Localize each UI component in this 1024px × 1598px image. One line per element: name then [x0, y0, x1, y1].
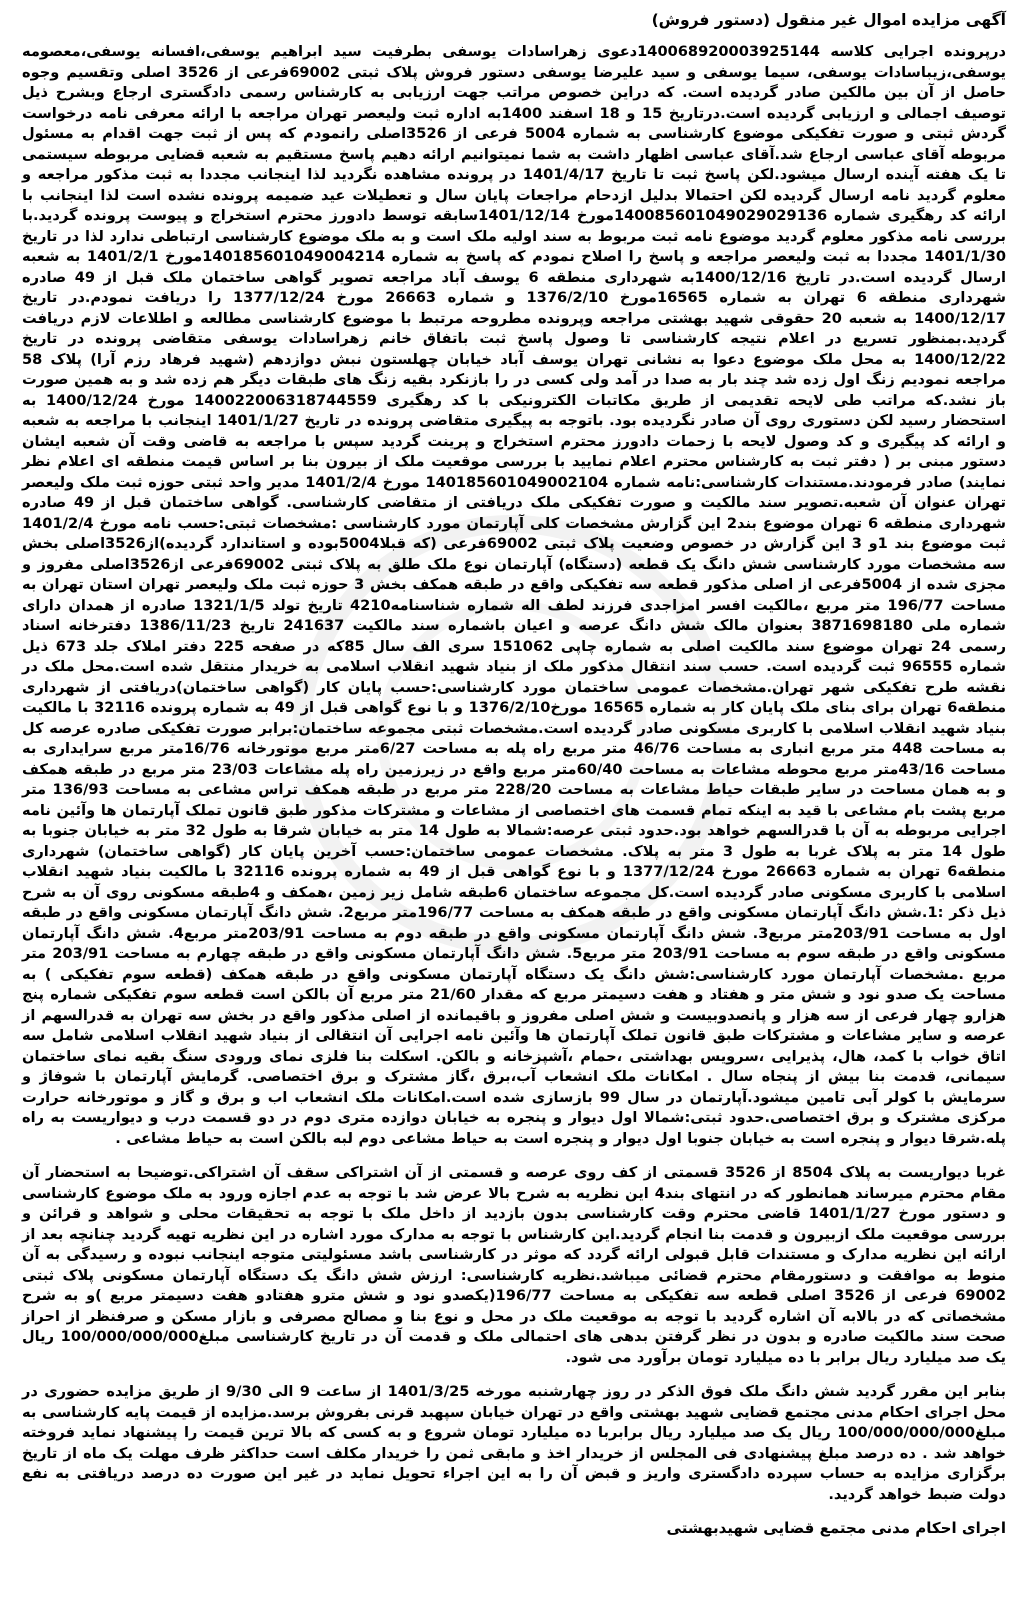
notice-paragraph-3: بنابر این مقرر گردید شش دانگ ملک فوق الذکر در روز چهارشنبه مورخه 1401/3/25 از ساعت 9 الی 9/30 از طریق مزایده حضوری در محل اجرای احکام مدنی مجتمع قضایی شهید بهشتی واقع در تهران خیابان سپهبد قرنی بفروش برسد.مزایده از قیمت پایه کارشناسی به مبلغ100/000/000/000 ریال یک صد میلیارد ریال برابربا ده میلیارد تومان شروع و به کسی که بالا ترین قیمت را پیشنهاد نماید فروخته خواهد شد . ده درصد مبلغ پیشنهادی فی المجلس از خریدار اخذ و مابقی ثمن را خریدار مکلف است حداکثر ظرف مهلت یک ماه از تاریخ برگزاری مزایده به حساب سپرده دادگستری واریز و قبض آن را به این اجراء تحویل نماید در غیر این صورت ده درصد دریافتی به نفع دولت ضبط خواهد گردید. — [22, 1383, 1006, 1503]
issuer-signature: اجرای احکام مدنی مجتمع قضایی شهیدبهشتی — [666, 1519, 1006, 1537]
notice-paragraph-1: درپرونده اجرایی کلاسه 140068920003925144دعوی زهراسادات یوسفی بطرفیت سید ابراهیم یوسفی،افسانه یوسفی،معصومه یوسفی،زیباسادات یوسفی، سیما یوسفی و سید علیرضا یوسفی دستور فروش پلاک ثبتی 69002فرعی از 3526 اصلی وتقسیم وجوه حاصل از آن بین مالکین صادر گردیده است. که دراین خصوص مراتب جهت ارزیابی به کارشناس رسمی دادگستری ارجاع وبشرح ذیل توصیف اجمالی و ارزیابی گردیده است.درتاریخ 15 و 18 اسفند 1400به اداره ثبت ولیعصر تهران مراجعه با ارائه معرفی نامه درخواست گردش ثبتی و صورت تفکیکی موضوع کارشناسی به شماره 5004 فرعی از 3526اصلی رانمودم که پس از ثبت جهت اقدام به مسئول مربوطه آقای عباسی ارجاع شد.آقای عباسی اظهار داشت به شما نمیتوانیم ارائه دهیم پاسخ مستقیم به شعبه قضایی مربوطه سیستمی تا یک هفته آینده ارسال میشود.لکن پاسخ ثبت تا تاریخ 1401/4/17 در پرونده مشاهده نگردید لذا اینجانب مجددا به ثبت مذکور مراجعه و معلوم گردید نامه ارسال گردیده لکن احتمالا بدلیل ازدحام مراجعات پایان سال و تعطیلات عید ضمیمه پرونده نشده است لذا اینجانب با ارائه کد رهگیری شماره 140085601049029029136مورخ 1401/12/14سابقه توسط دادورز محترم استخراج و پیوست پرونده گردید.با بررسی نامه مذکور معلوم گردید موضوع نامه ثبت مربوط به سند اولیه ملک است و به ملک موضوع کارشناسی ارتباطی ندارد لذا در تاریخ 1401/1/30 مجددا به ثبت ولیعصر مراجعه و پاسخ را اصلاح نمودم که پاسخ به شماره 140185601049004214مورخ 1401/2/1 به شعبه ارسال گردیده است.در تاریخ 1400/12/16به شهرداری منطقه 6 یوسف آباد مراجعه تصویر گواهی ساختمان ملک قبل از 49 صادره شهرداری منطقه 6 تهران به شماره 16565مورخ 1376/2/10 و شماره 26663 مورخ 1377/12/24 را دریافت نمودم.در تاریخ 1400/12/17 به شعبه 20 حقوقی شهید بهشتی مراجعه وپرونده مطروحه مرتبط با موضوع کارشناسی مطالعه و اطلاعات لازم دریافت گردید.بمنظور تسریع در اعلام نتیجه کارشناسی تا وصول پاسخ ثبت باتفاق خانم زهراسادات یوسفی متقاضی پرونده در تاریخ 1400/12/22 به محل ملک موضوع دعوا به نشانی تهران یوسف آباد خیابان چهلستون نبش دوازدهم (شهید فرهاد رزم آرا) پلاک 58 مراجعه نمودیم زنگ اول زده شد چند بار به صدا در آمد ولی کسی در را بازنکرد بقیه زنگ های طبقات دیگر هم زده شد و به همین صورت باز نشد.که مراتب طی لایحه تقدیمی از طریق مکاتبات الکترونیکی با کد رهگیری 140022006318744559 مورخ 1400/12/24 به استحضار رسید لکن دستوری روی آن صادر نگردیده بود. باتوجه به پیگیری متقاضی پرونده در تاریخ 1401/1/27 اینجانب با مراجعه به شعبه و ارائه کد پیگیری و کد وصول لایحه با زحمات دادورز محترم استخراج و پرینت گردید سپس با مراجعه به قاضی وقت آن شعبه ایشان دستور مبنی بر ( دفتر ثبت به کارشناس محترم اعلام نمایید با بررسی موقعیت ملک از بیرون بنا بر اساس قیمت منطقه ای اعلام نظر نمایند) صادر فرمودند.مستندات کارشناسی:نامه شماره 140185601049002104 مورخ 1401/2/4 مدیر واحد ثبتی حوزه ثبت ملک ولیعصر تهران عنوان آن شعبه.تصویر سند مالکیت و صورت تفکیکی ملک دریافتی از متقاضی کارشناسی. گواهی ساختمان قبل از 49 صادره شهرداری منطقه 6 تهران موضوع بند2 این گزارش مشخصات کلی آپارتمان مورد کارشناسی :مشخصات ثبتی:حسب نامه مورخ 1401/2/4 ثبت موضوع بند 1و 3 این گزارش در خصوص وضعیت پلاک ثبتی 69002فرعی (که قبلا5004بوده و استاندارد گردیده)از3526اصلی بخش سه مشخصات مورد کارشناسی شش دانگ یک قطعه (دستگاه) آپارتمان نوع ملک طلق به پلاک ثبتی 69002فرعی از3526اصلی مفروز و مجزی شده از 5004فرعی از اصلی مذکور قطعه سه تفکیکی واقع در طبقه همکف بخش 3 حوزه ثبت ملک ولیعصر تهران استان تهران به مساحت 196/77 متر مربع ،مالکیت افسر امزاجدی فرزند لطف اله شماره شناسنامه4210 تاریخ تولد 1321/1/5 صادره از همدان دارای شماره ملی 3871698180 بعنوان مالک شش دانگ عرصه و اعیان باشماره سند مالکیت 241637 تاریخ 1386/11/23 دفترخانه اسناد رسمی 24 تهران موضوع سند مالکیت اصلی به شماره چاپی 151062 سری الف سال 85که در صفحه 225 دفتر املاک جلد 673 ذیل شماره 96555 ثبت گردیده است. حسب سند انتقال مذکور ملک از بنیاد شهید انقلاب اسلامی به خریدار منتقل شده است.محل ملک در نقشه طرح تفکیکی شهر تهران.مشخصات عمومی ساختمان مورد کارشناسی:حسب پایان کار (گواهی ساختمان)دریافتی از شهرداری منطقه6 تهران برای بنای ملک پایان کار به شماره 16565 مورخ1376/2/10 و با نوع گواهی قبل از 49 به شماره پرونده 32116 با مالکیت بنیاد شهید انقلاب اسلامی با کاربری مسکونی صادر گردیده است.مشخصات ثبتی مجموعه ساختمان:برابر صورت تفکیکی صادره عرصه کل به مساحت 448 متر مربع انباری به مساحت 46/76 متر مربع راه پله به مساحت 6/27متر مربع موتورخانه 16/76متر مربع سرایداری به مساحت 43/16متر مربع محوطه مشاعات به مساحت 60/40متر مربع واقع در زیرزمین راه پله مشاعات 23/03 متر مربع در طبقه همکف و به همان مساحت در سایر طبقات حیاط مشاعات به مساحت 228/20 متر مربع در طبقه همکف تراس مشاعی به مساحت 136/93 متر مربع پشت بام مشاعی با قید به اینکه تمام قسمت های اختصاصی از مشاعات و مشترکات مذکور طبق قانون تملک آپارتمان ها وآئین نامه اجرایی مربوطه به آن با قدرالسهم خواهد بود.حدود ثبتی عرصه:شمالا به طول 14 متر به خیابان شرقا به طول 32 متر به خیابان جنوبا به طول 14 متر به پلاک غربا به طول 3 متر به پلاک. مشخصات عمومی ساختمان:حسب آخرین پایان کار (گواهی ساختمان) شهرداری منطقه6 تهران به شماره 26663 مورخ 1377/12/24 و با نوع گواهی قبل از 49 به شماره پرونده 32116 با مالکیت بنیاد شهید انقلاب اسلامی با کاربری مسکونی صادر گردیده است.کل مجموعه ساختمان 6طبقه شامل زیر زمین ،همکف و 4طبقه مسکونی روی آن به شرح ذیل ذکر :1.شش دانگ آپارتمان مسکونی واقع در طبقه همکف به مساحت 196/77متر مربع2. شش دانگ آپارتمان مسکونی واقع در طبقه اول به مساحت 203/91متر مربع3. شش دانگ آپارتمان مسکونی واقع در طبقه دوم به مساحت 203/91متر مربع4. شش دانگ آپارتمان مسکونی واقع در طبقه سوم به مساحت 203/91 متر مربع5. شش دانگ آپارتمان مسکونی واقع در طبقه چهارم به مساحت 203/91 متر مربع .مشخصات آپارتمان مورد کارشناسی:شش دانگ یک دستگاه آپارتمان مسکونی واقع در طبقه همکف (قطعه سوم تفکیکی ) به مساحت یک صدو نود و شش متر و هفتاد و هفت دسیمتر مربع که مقدار 21/60 متر مربع آن بالکن است قطعه سوم تفکیکی شماره پنج هزارو چهار فرعی از سه هزار و پانصدوبیست و شش اصلی مفروز و باقیمانده از اصلی مذکور واقع در بخش سه تهران به قدرالسهم از عرصه و سایر مشاعات و مشترکات طبق قانون تملک آپارتمان ها وآئین نامه اجرایی آن انتقالی از بنیاد شهید انقلاب اسلامی شامل سه اتاق خواب با کمد، هال، پذیرایی ،سرویس بهداشتی ،حمام ،آشپزخانه و بالکن. اسکلت بنا فلزی نمای ورودی سنگ بقیه نمای ساختمان سیمانی، قدمت بنا بیش از پنجاه سال . امکانات ملک انشعاب آب،برق ،گاز مشترک و برق اختصاصی. گرمایش آپارتمان با شوفاژ و سرمایش با کولر آبی تامین میشود.آپارتمان در سال 99 بازسازی شده است.امکانات ملک انشعاب اب و برق و گاز و موتورخانه حرارت مرکزی مشترک و برق اختصاصی.حدود ثبتی:شمالا اول دیوار و پنجره به خیابان دوازده متری دوم در دو قسمت درب و دیواریست به راه پله.شرقا دیوار و پنجره است به خیابان جنوبا اول دیوار و پنجره است به حیاط مشاعی دوم لبه بالکن است به حیاط مشاعی . — [22, 43, 1007, 1147]
notice-title: آگهی مزایده اموال غیر منقول (دستور فروش) — [651, 11, 1006, 29]
notice-paragraph-2: غربا دیواریست به پلاک 8504 از 3526 قسمتی از کف روی عرصه و قسمتی از آن اشتراکی سقف آن اشتراکی.توضیحا به استحضار آن مقام محترم میرساند همانطور که در انتهای بند4 این نظریه به شرح بالا عرض شد با توجه به عدم اجازه ورود به ملک موضوع کارشناسی و دستور مورخ 1401/1/27 قاضی محترم وقت کارشناسی بدون بازدید از داخل ملک با توجه به تحقیقات محلی و شواهد و قرائن و بررسی موقعیت ملک ازبیرون و قدمت بنا انجام گردید.این کارشناس با توجه به مدارک مورد اشاره در این نظریه تهیه گردید چنانچه بعد از ارائه این نظریه مدارک و مستندات قابل قبولی ارائه گردد که موثر در کارشناسی باشد مسئولیتی متوجه اینجانب نبوده و رسیدگی به آن منوط به موافقت و دستورمقام محترم قضائی میباشد.نظریه کارشناسی: ارزش شش دانگ یک دستگاه آپارتمان مسکونی پلاک ثبتی 69002 فرعی از 3526 اصلی قطعه سه تفکیکی به مساحت 196/77(یکصدو نود و شش مترو هفتادو هفت دسیمتر مربع )و به شرح مشخصاتی که در بالابه آن اشاره گردید با توجه به موقعیت ملک در محل و نوع بنا و مصالح مصرفی و بازار مسکن و صرفنظر از احراز صحت سند مالکیت صادره و بدون در نظر گرفتن بدهی های احتمالی ملک و قدمت آن در تاریخ کارشناسی مبلغ100/000/000/000 ریال یک صد میلیارد ریال برابر با ده میلیارد تومان برآورد می شود. — [22, 1164, 1006, 1366]
